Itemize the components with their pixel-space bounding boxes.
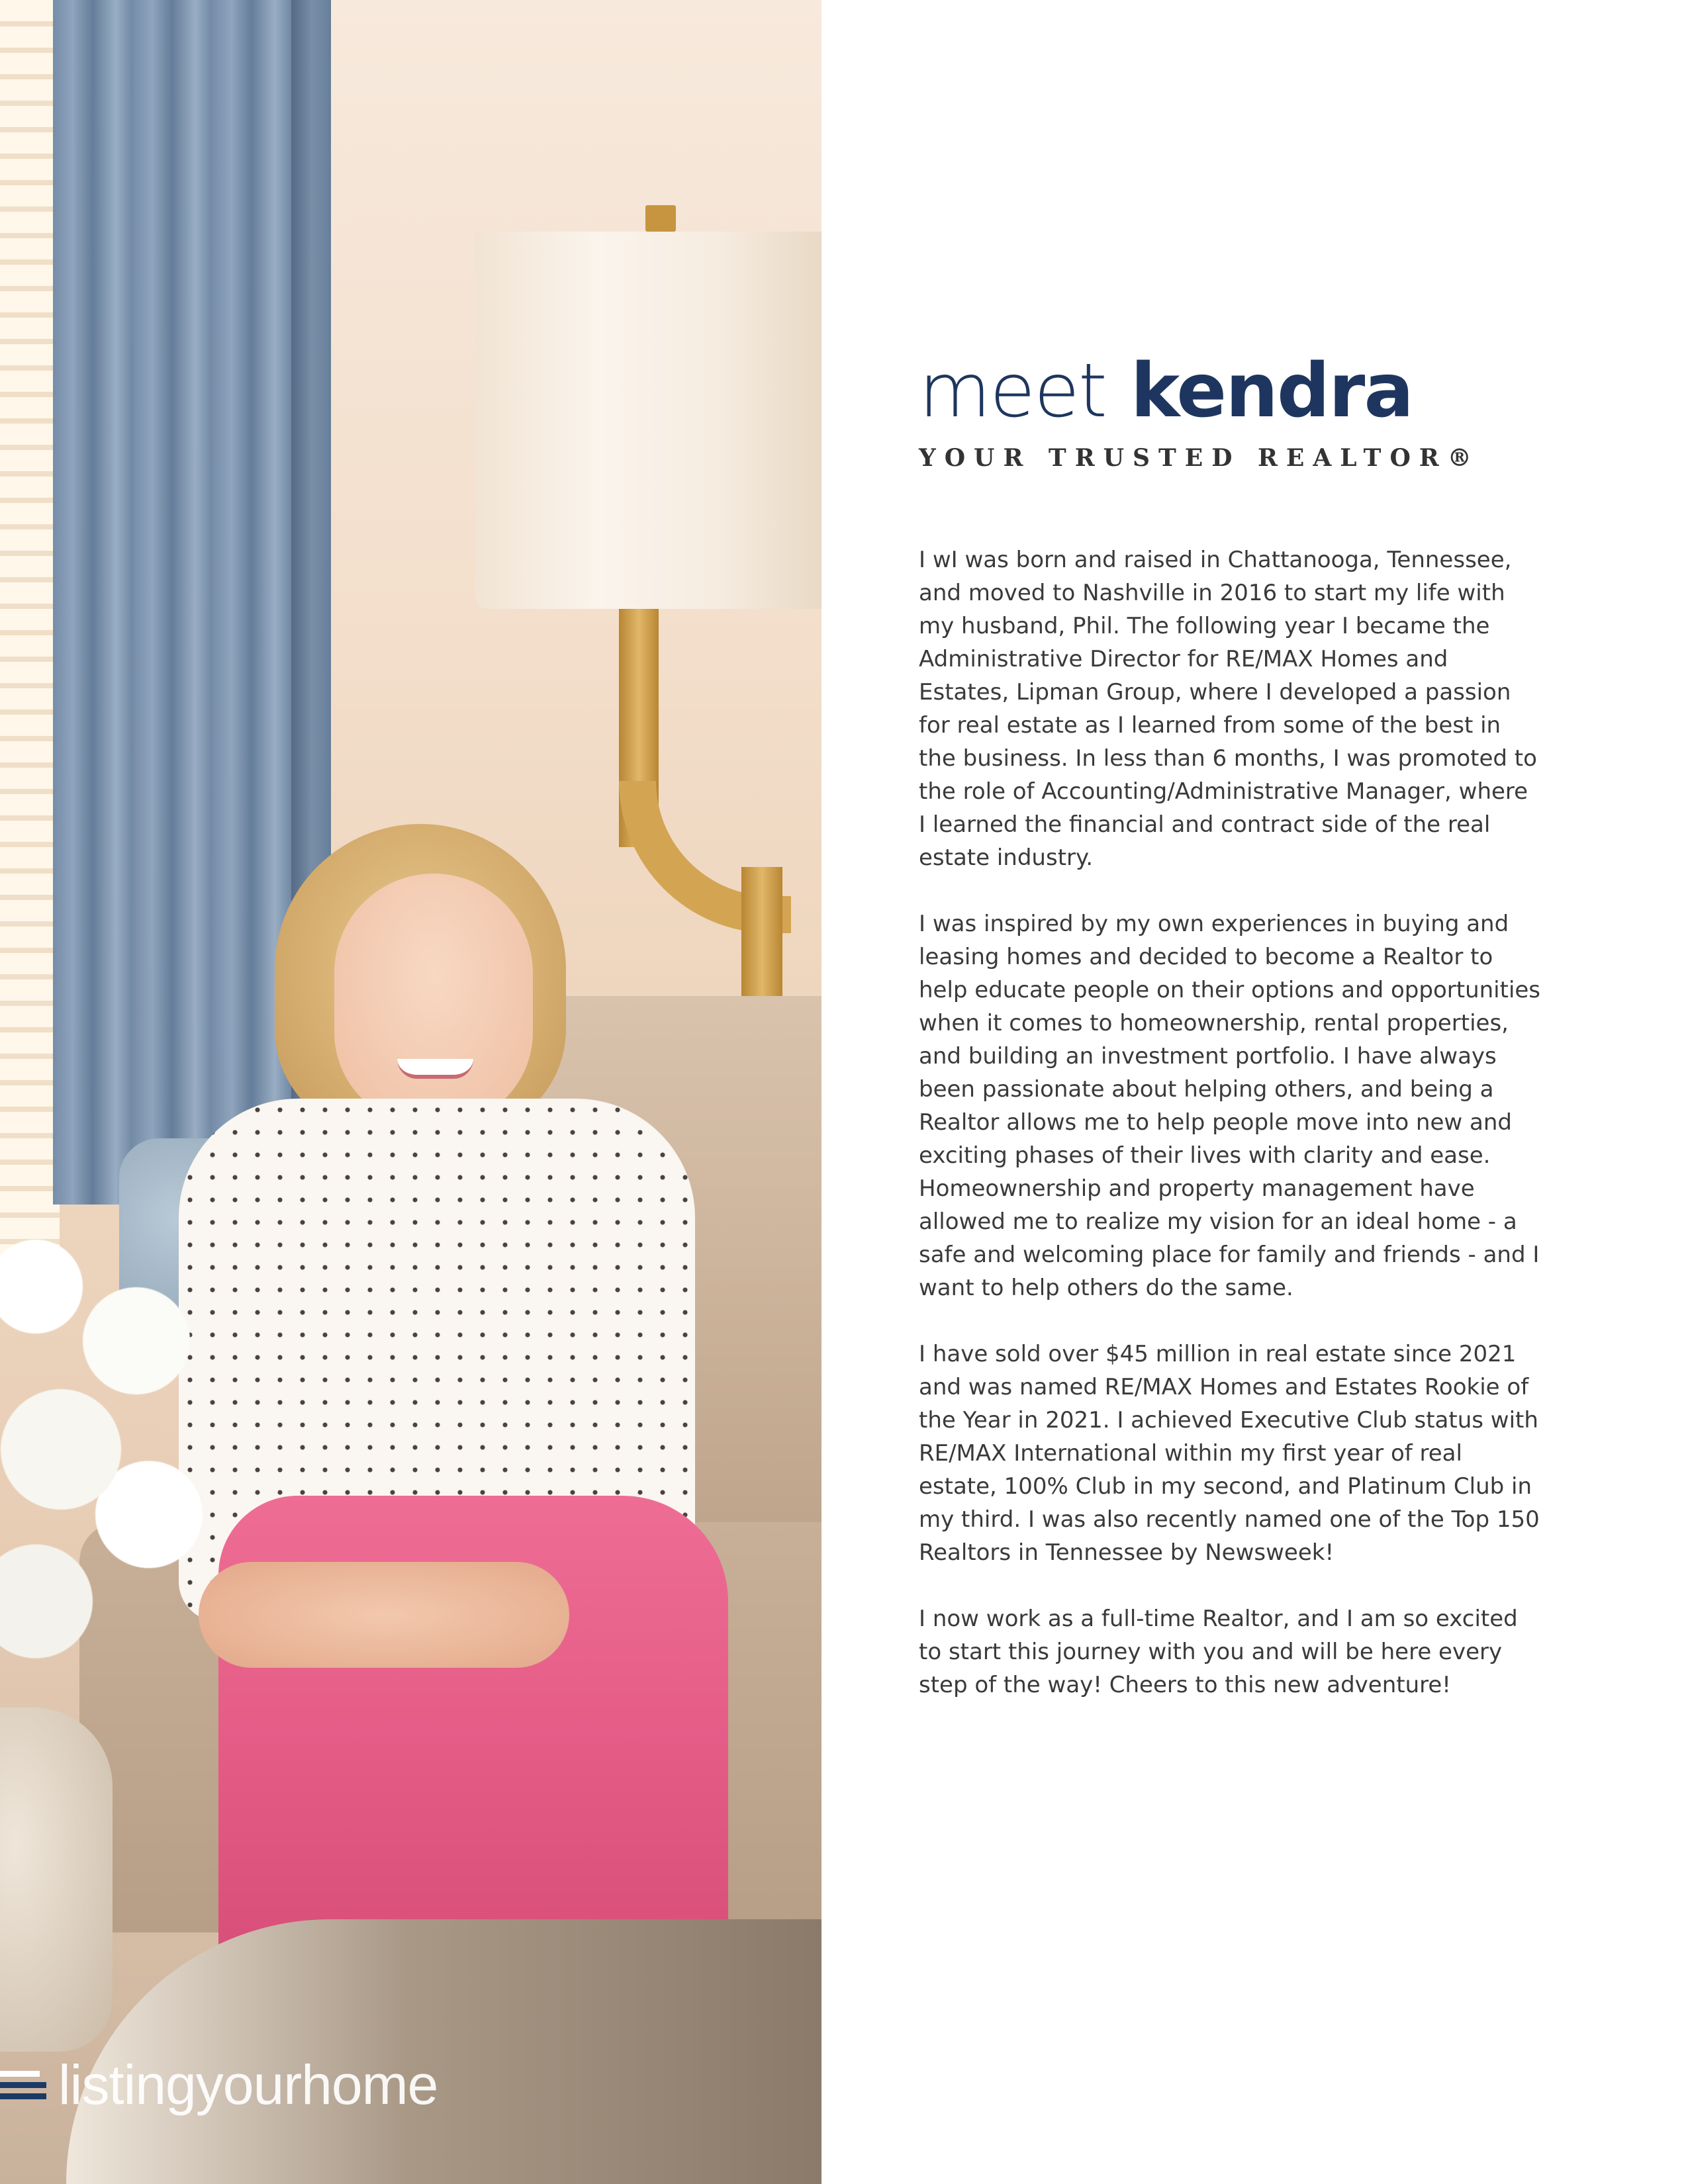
portrait-photo (0, 0, 821, 2184)
white-hydrangeas (0, 1178, 212, 1721)
bio-paragraph: I wI was born and raised in Chattanooga, Tennessee, and moved to Nashville in 2016 to start my life with my husband, Phil. The following year I became the Administrative Director for RE/MAX Homes and Estates, Lipman Group, where I developed a passion for real estate as I learned from some of the best in the business. In less than 6 months, I was promoted to the role of Accounting/Administrative Manager, where I learned the financial and contract side of the real estate industry. (919, 547, 1537, 872)
bio-column (919, 348, 1541, 1735)
stacked-bars-logo-icon (0, 2071, 46, 2099)
bio-paragraph: I have sold over $45 million in real estate since 2021 and was named RE/MAX Homes and Estates Rookie of the Year in 2021. I achieved Executive Club status with RE/MAX International within my first year of real estate, 100% Club in my second, and Platinum Club in my third. I was also recently named one of the Top 150 Realtors in Tennessee by Newsweek! (919, 1341, 1540, 1567)
smile (397, 1059, 473, 1079)
title-light: meet (919, 348, 1106, 434)
lamp-shade (475, 232, 821, 609)
bio-paragraph: I now work as a full-time Realtor, and I am so excited to start this journey with you and will be here every step of the way! Cheers to this new adventure! (919, 1606, 1518, 1699)
coffee-table (66, 1919, 821, 2184)
page-title (919, 348, 1541, 434)
vase (0, 1707, 113, 2052)
title-bold: kendra (1130, 348, 1413, 434)
lamp-finial (645, 205, 676, 232)
bio-text (919, 543, 1541, 1702)
brand-logo-text: listingyourhome (58, 2054, 438, 2116)
lamp-stem (741, 867, 782, 1009)
page-subtitle: YOUR TRUSTED REALTOR® (919, 444, 1480, 473)
bio-paragraph: I was inspired by my own experiences in buying and leasing homes and decided to become a Realtor to help educate people on their options and opportunities when it comes to homeownership, rental properties, and building an investment portfolio. I have always been passionate about helping others, and being a Realtor allows me to help people move into new and exciting phases of their lives with clarity and ease. Homeownership and property management have allowed me to realize my vision for an ideal home - a safe and welcoming place for family and friends - and I want to help others do the same. (919, 911, 1541, 1302)
face (334, 874, 533, 1125)
brand-logo (0, 2055, 438, 2115)
window-blinds (0, 0, 60, 1257)
hands (199, 1562, 569, 1668)
